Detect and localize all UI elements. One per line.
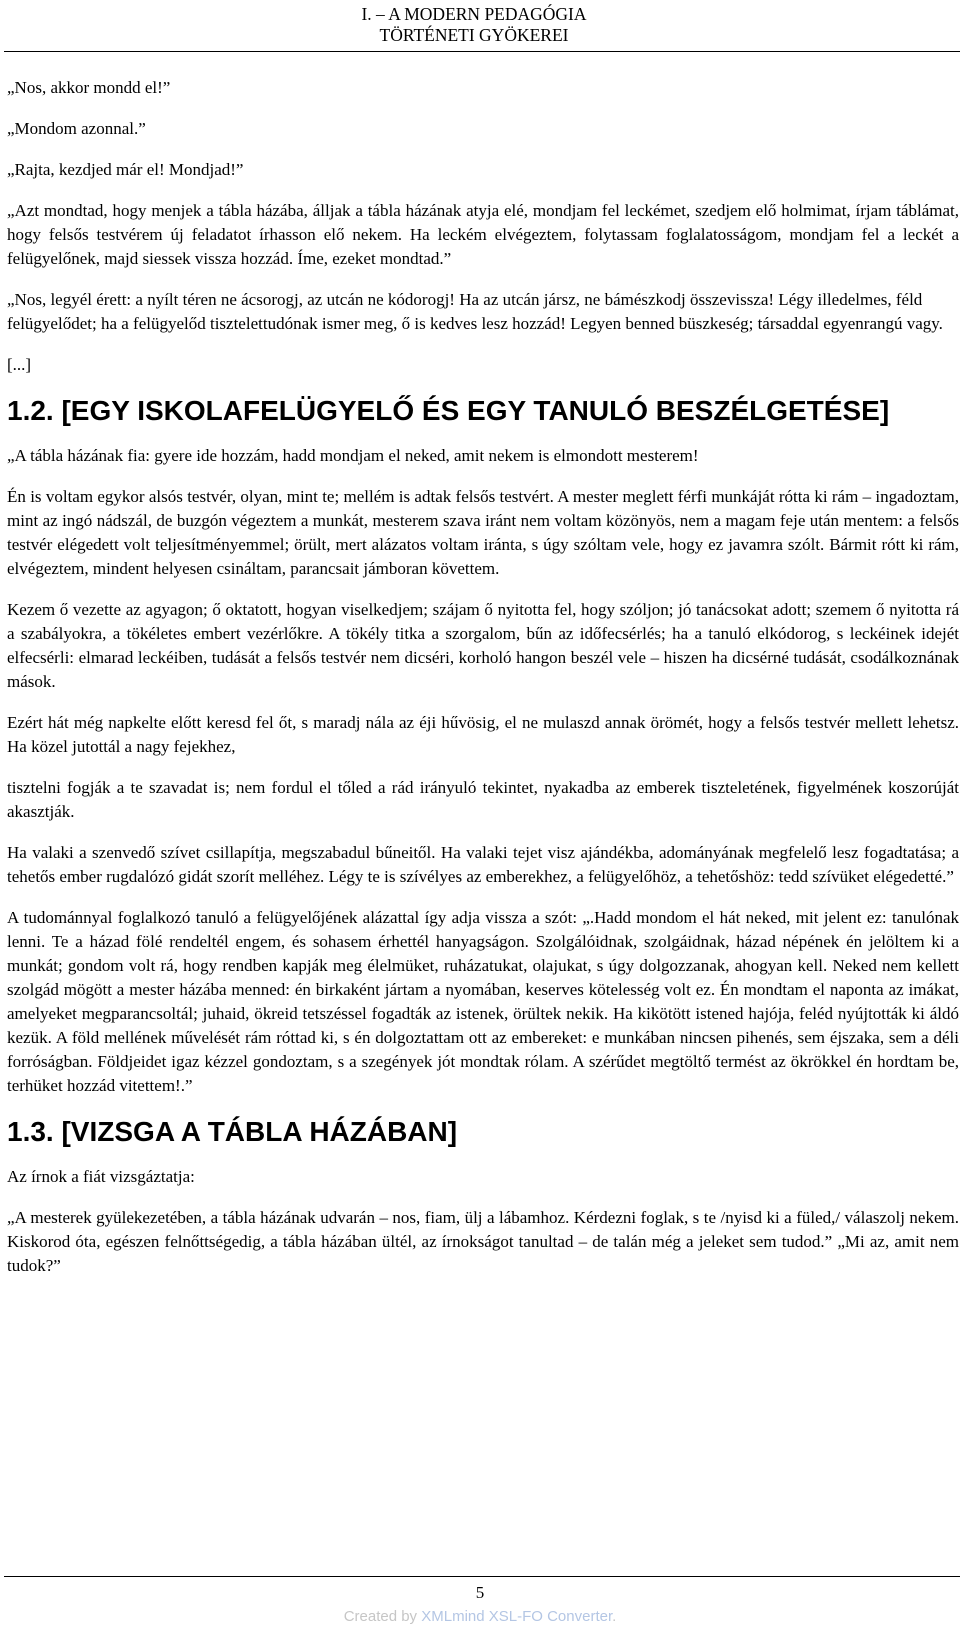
paragraph: Az írnok a fiát vizsgáztatja:	[7, 1167, 195, 1186]
paragraph: „Rajta, kezdjed már el! Mondjad!”	[7, 160, 244, 179]
section-heading: 1.3. [VIZSGA A TÁBLA HÁZÁBAN]	[7, 1116, 458, 1147]
paragraph: [...]	[7, 355, 32, 374]
paragraph: „A mesterek gyülekezetében, a tábla házának udvarán – nos, fiam, ülj a lábamhoz. Kérdezni foglak, s te /nyisd ki a füled,/ válaszolj nekem. Kiskorod óta, egészen felnőttségedig, a tábla házában ültél, az írnokságot tanultad – de talán még a jeleket sem tudod.” „Mi az, amit nem tudok?”	[7, 1208, 959, 1275]
credit-brand-link[interactable]: XMLmind XSL-FO Converter	[421, 1608, 613, 1625]
paragraph: Én is voltam egykor alsós testvér, olyan, mint te; mellém is adtak felsős testvért. A mester meglett férfi munkáját rótta ki rám – ingadoztam, mint az ingó nádszál, de buzgón végeztem a munkát, mesterem szava iránt nem voltam közönyös, nem a magam feje után mentem: a felsős testvér elégedett volt teljesítményemmel; örült, mert alázatos voltam iránta, s úgy szóltam vele, hogy ez javamra szólt. Bármit rótt ki rám, elvégeztem, mindent helyesen csináltam, parancsait jámboran követtem.	[7, 487, 959, 578]
page-number: 5	[475, 1583, 485, 1602]
paragraph: Ezért hát még napkelte előtt keresd fel őt, s maradj nála az éji hűvösig, el ne mulaszd annak örömét, hogy a felsős testvér mellett lehetsz. Ha közel jutottál a nagy fejekhez,	[7, 713, 959, 756]
credit-suffix: .	[612, 1608, 617, 1625]
converter-credit	[0, 1608, 960, 1626]
credit-prefix: Created by	[343, 1608, 422, 1625]
paragraph: „Azt mondtad, hogy menjek a tábla házába, álljak a tábla házának atyja elé, mondjam fel leckémet, szedjem elő holmimat, írjam táblámat, hogy felsős testvérem új feladatot írhasson elő nekem. Ha leckém elvégeztem, folytassam foglalatosságom, mondjam fel a leckét a felügyelőnek, majd siessek vissza hozzád. Íme, ezeket mondtad.”	[7, 201, 959, 268]
body-text	[7, 76, 959, 1295]
section-heading: 1.2. [EGY ISKOLAFELÜGYELŐ ÉS EGY TANULÓ BESZÉLGETÉSE]	[7, 395, 890, 426]
paragraph: „Nos, legyél érett: a nyílt téren ne ácsorogj, az utcán ne kódorogj! Ha az utcán jársz, ne bámészkodj összevissza! Légy illedelmes, féld felügyelődet; ha a felügyelőd tisztelettudónak ismer meg, ő is kedves lesz hozzád! Legyen benned büszkeség; társaddal egyenrangú vagy.	[7, 290, 943, 333]
paragraph: „A tábla házának fia: gyere ide hozzám, hadd mondjam el neked, amit nekem is elmondott mesterem!	[7, 446, 699, 465]
paragraph: „Nos, akkor mondd el!”	[7, 78, 171, 97]
paragraph: Ha valaki a szenvedő szívet csillapítja, megszabadul bűneitől. Ha valaki tejet visz ajándékba, adományának megfelelő lesz fogadtatása; a tehetős ember rugdalózó gidát szorít melléhez. Légy te is szívélyes az emberekhez, a felügyelőhöz, a tehetőshöz: tedd szívüket elégedetté.”	[7, 843, 959, 886]
footer-divider	[4, 1576, 960, 1577]
paragraph: A tudománnyal foglalkozó tanuló a felügyelőjének alázattal így adja vissza a szót: „.Hadd mondom el hát neked, mit jelent ez: tanulónak lenni. Te a házad fölé rendeltél engem, és sohasem érhettél hanyagságon. Szolgálóidnak, szolgáidnak, házad népének én jelöltem ki a munkát; gondom volt rá, hogy rendben kapják meg élelmüket, ruházatukat, olajukat, s úgy dolgozzanak, ahogyan kell. Neked nem kellett szolgád mögött a mester házába menned: én birkaként jártam a nyomában, keserves kötelesség volt ez. Én mondtam el naponta az imákat, amelyeket megparancsoltál; juhaid, ökreid tetszéssel fogadták az istenek, örültek nekik. Ha kikötött istened hajója, feléd nyújtották ki áldó kezük. A föld mellének művelését rám róttad ki, s én dolgoztattam ott az embereket: e munkában nincsen pihenés, sem éjszaka, sem a déli forróságban. Földjeidet igaz kézzel gondoztam, s a szegények jót mondtak rólam. A szérűdet megtöltő termést az ökrökkel én hordtam be, terhüket hozzád vitettem!.”	[7, 908, 959, 1095]
paragraph: Kezem ő vezette az agyagon; ő oktatott, hogyan viselkedjem; szájam ő nyitotta fel, hogy szóljon; jó tanácsokat adott; szemem ő nyitotta rá a szabályokra, a tökéletes embert vezérlőkre. A tökély titka a szorgalom, bűn az időfecsérlés; ha a tanuló elkódorog, s leckéinek idejét elfecsérli: elmarad leckéiben, tudását a felsős testvér nem dicséri, korholó hangon beszél vele – hiszen ha dicsérné tudását, csodálkoznának mások.	[7, 600, 959, 691]
chapter-title-line-2: TÖRTÉNETI GYÖKEREI	[379, 25, 569, 45]
paragraph: „Mondom azonnal.”	[7, 119, 146, 138]
chapter-title-line-1: I. – A MODERN PEDAGÓGIA	[361, 4, 587, 24]
paragraph: tisztelni fogják a te szavadat is; nem fordul el tőled a rád irányuló tekintet, nyakadba az emberek tiszteletének, figyelmének koszorúját akasztják.	[7, 778, 959, 821]
running-header	[314, 4, 634, 46]
header-divider	[4, 51, 960, 52]
